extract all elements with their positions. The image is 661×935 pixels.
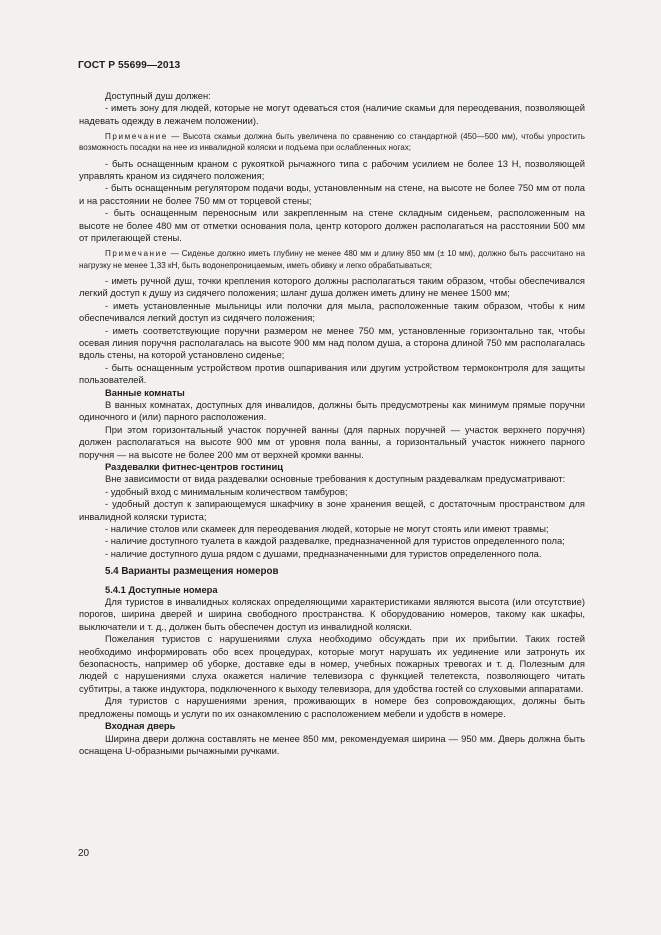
body-paragraph: - удобный доступ к запирающемуся шкафчику в зоне хранения вещей, с достаточным пространством для инвалидной коляски туриста; bbox=[79, 498, 585, 522]
body-paragraph: - быть оснащенным устройством против ошпаривания или другим устройством термоконтроля для защиты пользователей. bbox=[79, 361, 585, 386]
doc-code-header: ГОСТ Р 55699—2013 bbox=[78, 60, 181, 71]
document-body bbox=[79, 90, 585, 757]
body-paragraph: - наличие доступного душа рядом с душами, предназначенными для туристов определенного пола. bbox=[105, 547, 542, 559]
body-paragraph: - иметь ручной душ, точки крепления которого должны располагаться таким образом, чтобы обеспечивался легкий доступ к душу из сидячего положения; шланг душа должен иметь длину не менее 1500 мм; bbox=[79, 274, 585, 299]
note-text: — Сиденье должно иметь глубину не менее 480 мм и длину 850 мм (± 10 мм), должно быть рассчитано на нагрузку не менее 1,33 кН, быть водонепроницаемым, иметь обивку и легко обрабатываться; bbox=[79, 249, 585, 270]
body-paragraph: При этом горизонтальный участок поручней ванны (для парных поручней — участок верхнего поручня) должен располагаться на высоте 900 мм от уровня пола ванны, а горизонтальный участок нижнего парного поручня — на высоте не более 200 мм от верхней кромки ванны. bbox=[79, 423, 585, 460]
body-paragraph: Для туристов в инвалидных колясках определяющими характеристиками являются высота (или отсутствие) порогов, ширина дверей и ширина свободного пространства. К оборудованию номеров, такому как шкафы, выключатели и т. д., должен быть обеспечен доступ из инвалидной коляски. bbox=[79, 596, 585, 632]
body-paragraph: - наличие столов или скамеек для переодевания людей, которые не могут стоять или имеют травмы; bbox=[105, 523, 549, 534]
note-label: Примечание bbox=[105, 132, 168, 142]
body-paragraph: Пожелания туристов с нарушениями слуха необходимо обсуждать при их прибытии. Таких гостей необходимо информировать обо всех процедурах, которые могут нарушать их уединение или затронуть их безопасность, например об уборке, доставке еды в номер, учебных пожарных тревогах и т. д. Полезным для людей с нарушениями слуха окажется наличие телевизора с функцией телетекста, позволяющего читать субтитры, а также индуктора, подключенного к выходу телевизора, для удобства гостей со слуховыми аппаратами. bbox=[79, 633, 585, 694]
body-paragraph: В ванных комнатах, доступных для инвалидов, должны быть предусмотрены как минимум прямые поручни одиночного и (или) парного расположения. bbox=[79, 398, 585, 423]
body-paragraph: - иметь соответствующие поручни размером не менее 750 мм, установленные горизонтально так, чтобы осевая линия поручня располагалась на высоте 900 мм над полом душа, а сторона длиной 750 мм располагалась вдоль стены, на которой установлено сиденье; bbox=[79, 324, 585, 361]
body-paragraph: Доступный душ должен: bbox=[105, 90, 211, 101]
note-text: — Высота скамьи должна быть увеличена по сравнению со стандартной (450—500 мм), чтобы упростить возможность посадки на нее из инвалидной коляски и подъема при ослабленных ногах; bbox=[79, 132, 585, 153]
body-paragraph: - быть оснащенным переносным или закрепленным на стене складным сиденьем, расположенным на высоте не более 480 мм от отметки основания пола, центр которого должен располагаться на расстоянии 500 мм от прилегающей стены. bbox=[79, 207, 585, 244]
body-paragraph: Ширина двери должна составлять не менее 850 мм, рекомендуемая ширина — 950 мм. Дверь должна быть оснащена U-образными рычажными ручками. bbox=[79, 732, 585, 756]
body-paragraph: - наличие доступного туалета в каждой раздевалке, предназначенной для туристов определенного пола; bbox=[105, 535, 565, 547]
section-heading: Раздевалки фитнес-центров гостиниц bbox=[105, 460, 283, 472]
section-heading: Входная дверь bbox=[105, 720, 176, 732]
body-paragraph: - иметь установленные мыльницы или полочки для мыла, расположенные таким образом, чтобы к ним обеспечивался легкий доступ из сидячего положения; bbox=[79, 299, 585, 324]
section-title: 5.4 Варианты размещения номеров bbox=[105, 566, 279, 578]
page-number: 20 bbox=[78, 848, 90, 859]
note-paragraph bbox=[79, 131, 585, 153]
body-paragraph: Для туристов с нарушениями зрения, проживающих в номере без сопровождающих, должны быть предложены помощь и услуги по их ознакомлению с расположением мебели и удобств в номере. bbox=[79, 695, 585, 719]
subsection-title: 5.4.1 Доступные номера bbox=[105, 583, 218, 595]
note-paragraph bbox=[79, 248, 585, 270]
body-paragraph: - быть оснащенным регулятором подачи воды, установленным на стене, на высоте не более 750 мм от пола и на расстоянии не более 750 мм от торцевой стены; bbox=[79, 182, 585, 206]
note-label: Примечание bbox=[105, 249, 168, 259]
body-paragraph: - удобный вход с минимальным количеством тамбуров; bbox=[105, 485, 348, 497]
body-paragraph: Вне зависимости от вида раздевалки основные требования к доступным раздевалкам предусматривают: bbox=[105, 473, 566, 485]
body-paragraph: - быть оснащенным краном с рукояткой рычажного типа с рабочим усилием не более 13 Н, позволяющей управлять краном из сидячего положения; bbox=[79, 157, 585, 182]
body-paragraph: - иметь зону для людей, которые не могут одеваться стоя (наличие скамьи для переодевания, позволяющей надевать одежду в лежачем положении). bbox=[79, 102, 585, 126]
section-heading: Ванные комнаты bbox=[105, 386, 185, 398]
